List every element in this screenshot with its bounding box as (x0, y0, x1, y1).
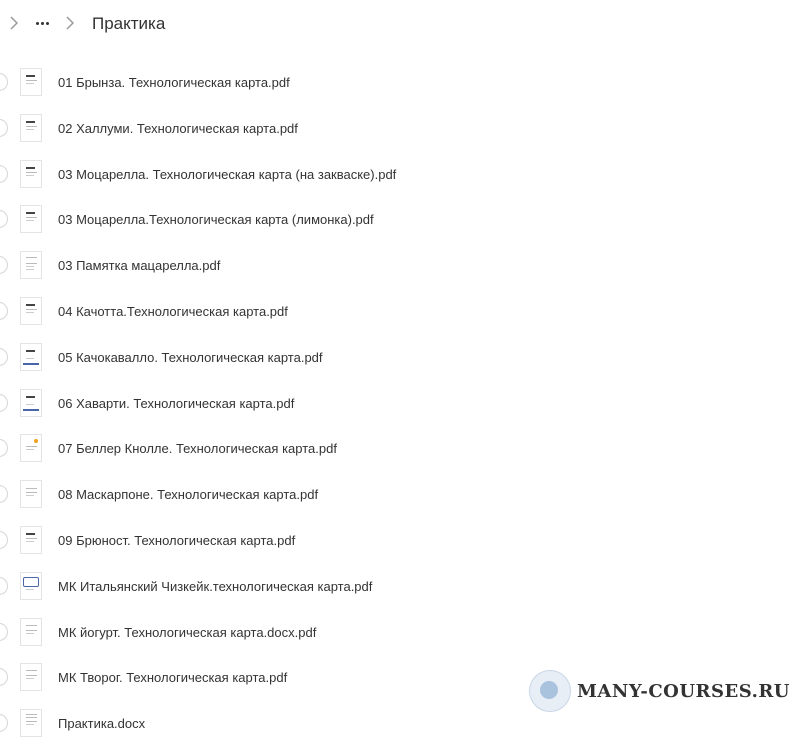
pdf-file-icon (20, 434, 42, 462)
pdf-file-icon (20, 297, 42, 325)
file-list (0, 61, 800, 748)
pdf-file-icon (20, 526, 42, 554)
select-radio[interactable] (0, 73, 8, 91)
more-options-icon[interactable] (36, 22, 49, 25)
select-radio[interactable] (0, 165, 8, 183)
pdf-file-icon (20, 160, 42, 188)
pdf-file-icon (20, 618, 42, 646)
list-item[interactable] (0, 153, 800, 199)
pdf-file-icon (20, 68, 42, 96)
pdf-file-icon (20, 572, 42, 600)
file-name[interactable]: 07 Беллер Кнолле. Технологическая карта.pdf (58, 441, 337, 457)
list-item[interactable] (0, 107, 800, 153)
list-item[interactable] (0, 565, 800, 611)
page-title: Практика (92, 14, 166, 33)
pdf-file-icon (20, 114, 42, 142)
pdf-file-icon (20, 480, 42, 508)
file-name[interactable]: МК Творог. Технологическая карта.pdf (58, 670, 288, 686)
file-name[interactable]: 04 Качотта.Технологическая карта.pdf (58, 303, 288, 319)
file-name[interactable]: 01 Брынза. Технологическая карта.pdf (58, 75, 290, 90)
list-item[interactable] (0, 473, 800, 519)
select-radio[interactable] (0, 256, 8, 274)
watermark-text: MANY-COURSES.RU (576, 680, 790, 702)
select-radio[interactable] (0, 714, 8, 732)
select-radio[interactable] (0, 623, 8, 641)
list-item[interactable] (0, 290, 800, 336)
pdf-file-icon (20, 663, 42, 691)
select-radio[interactable] (0, 119, 8, 137)
select-radio[interactable] (0, 439, 8, 457)
pdf-file-icon (20, 251, 42, 279)
chevron-right-icon[interactable] (10, 16, 18, 30)
globe-logo-icon (529, 670, 571, 712)
file-name[interactable]: 09 Брюност. Технологическая карта.pdf (58, 532, 296, 548)
pdf-file-icon (20, 343, 42, 371)
file-name[interactable]: 03 Моцарелла. Технологическая карта (на закваске).pdf (58, 166, 397, 182)
select-radio[interactable] (0, 210, 8, 228)
select-radio[interactable] (0, 348, 8, 366)
list-item[interactable] (0, 611, 800, 657)
file-name[interactable]: 05 Качокавалло. Технологическая карта.pdf (58, 349, 323, 365)
file-name[interactable]: 02 Халлуми. Технологическая карта.pdf (58, 120, 298, 136)
list-item[interactable] (0, 382, 800, 428)
select-radio[interactable] (0, 668, 8, 686)
list-item[interactable] (0, 244, 800, 290)
file-name[interactable]: МК йогурт. Технологическая карта.docx.pdf (58, 624, 317, 640)
pdf-file-icon (20, 205, 42, 233)
list-item[interactable] (0, 198, 800, 244)
watermark (529, 670, 790, 712)
file-name[interactable]: 06 Хаварти. Технологическая карта.pdf (58, 395, 295, 411)
select-radio[interactable] (0, 302, 8, 320)
pdf-file-icon (20, 389, 42, 417)
select-radio[interactable] (0, 485, 8, 503)
list-item[interactable] (0, 61, 800, 107)
file-name[interactable]: 08 Маскарпоне. Технологическая карта.pdf (58, 487, 319, 503)
file-name[interactable]: Практика.docx (58, 716, 146, 732)
file-name[interactable]: 03 Памятка мацарелла.pdf (58, 258, 221, 274)
select-radio[interactable] (0, 531, 8, 549)
select-radio[interactable] (0, 394, 8, 412)
file-name[interactable]: МК Итальянский Чизкейк.технологическая карта.pdf (58, 578, 373, 594)
file-name[interactable]: 03 Моцарелла.Технологическая карта (лимонка).pdf (58, 212, 374, 228)
list-item[interactable] (0, 519, 800, 565)
select-radio[interactable] (0, 577, 8, 595)
docx-file-icon (20, 709, 42, 737)
breadcrumb-separator-icon (66, 16, 74, 30)
list-item[interactable] (0, 336, 800, 382)
breadcrumb-bar (0, 0, 800, 50)
list-item[interactable] (0, 427, 800, 473)
